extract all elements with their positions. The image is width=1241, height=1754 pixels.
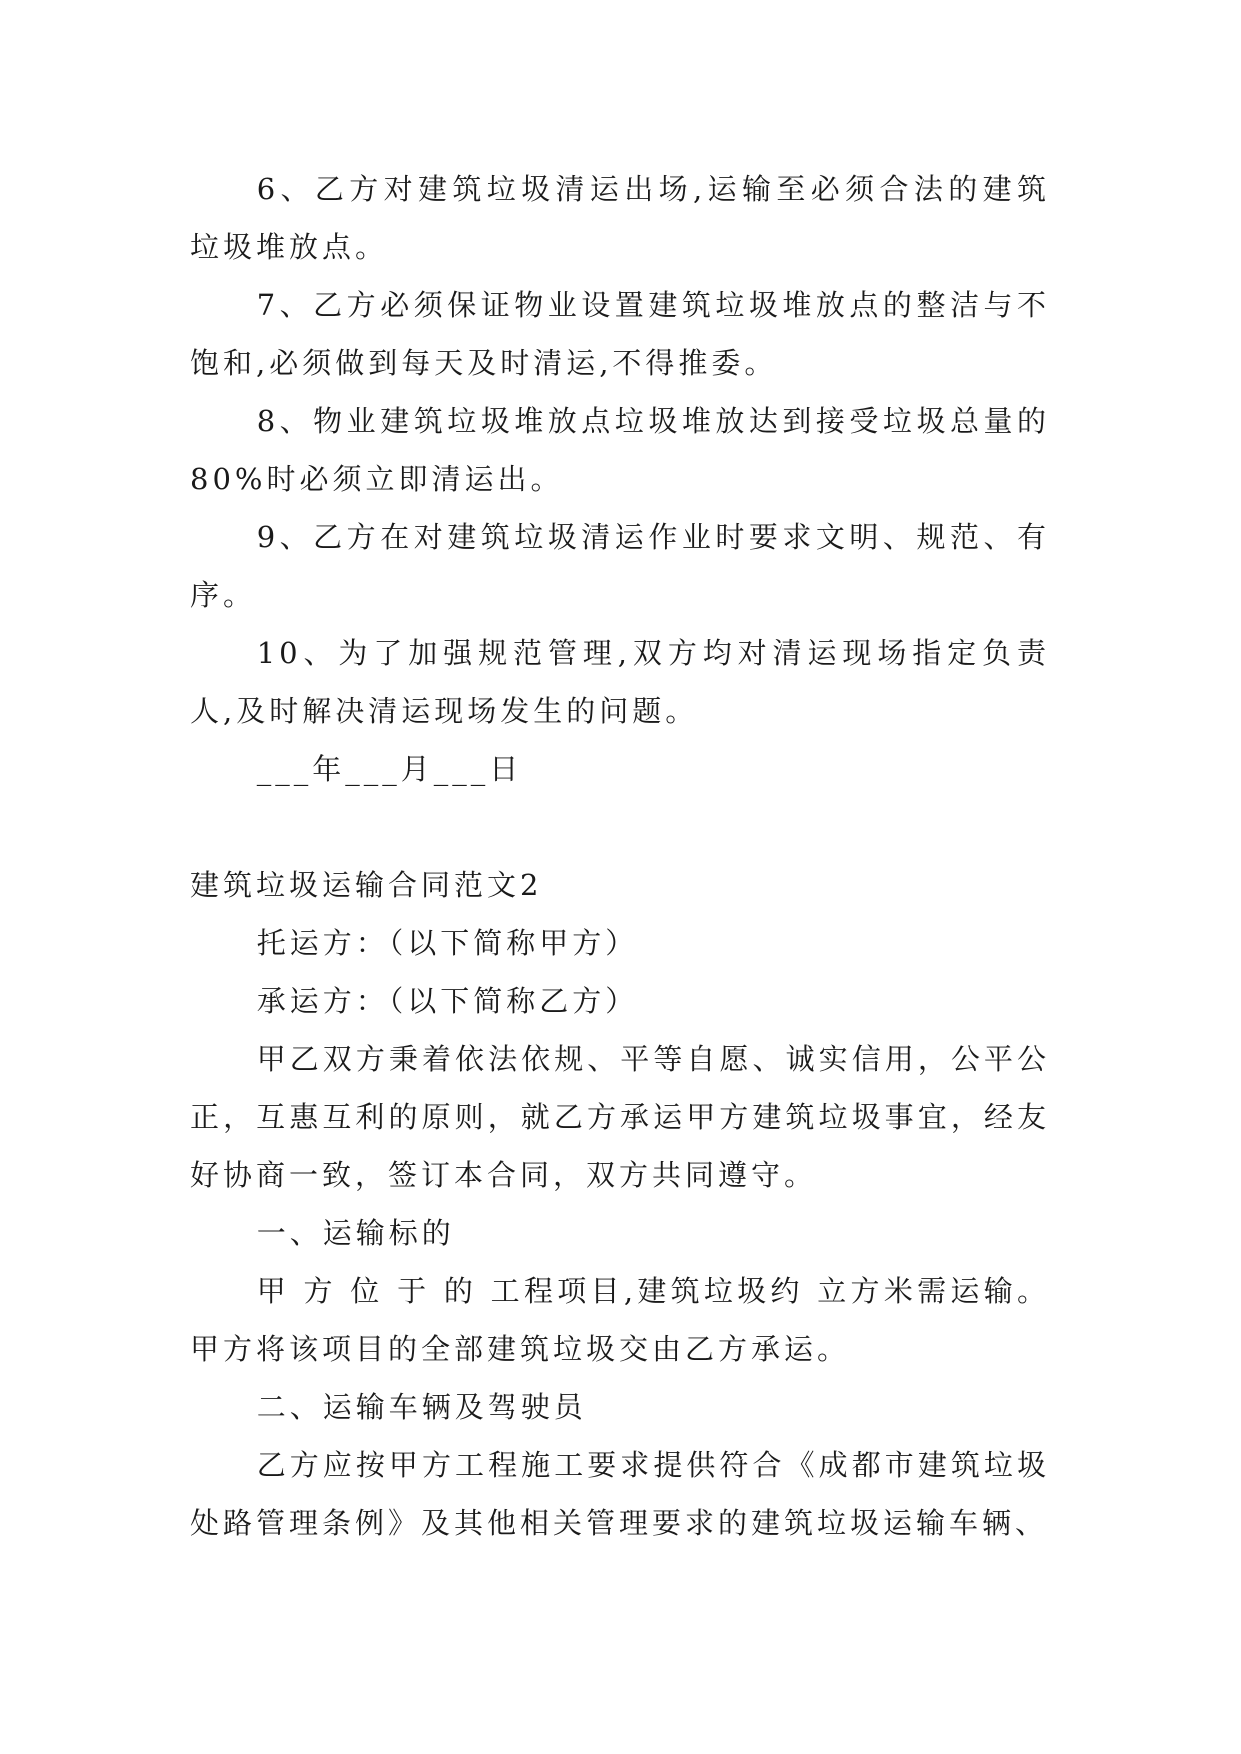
heading-transport-subject: 一、运输标的: [256, 1216, 455, 1250]
heading-vehicles-drivers: 二、运输车辆及驾驶员: [256, 1390, 587, 1424]
shipper-line: 托运方：（以下简称甲方）: [256, 926, 639, 960]
section-gap: [190, 798, 1050, 856]
date-line: ___年___月___日: [256, 752, 523, 786]
clause-6: 6、乙方对建筑垃圾清运出场,运输至必须合法的建筑垃圾堆放点。: [190, 172, 1050, 264]
clause-7: 7、乙方必须保证物业设置建筑垃圾堆放点的整洁与不饱和,必须做到每天及时清运,不得推委。: [190, 288, 1050, 380]
clause-10: 10、为了加强规范管理,双方均对清运现场指定负责人,及时解决清运现场发生的问题。: [190, 636, 1050, 728]
section-title: 建筑垃圾运输合同范文2: [190, 868, 543, 902]
intro-paragraph: 甲乙双方秉着依法依规、平等自愿、诚实信用，公平公正，互惠互利的原则，就乙方承运甲方建筑垃圾事宜，经友好协商一致，签订本合同，双方共同遵守。: [190, 1042, 1050, 1192]
clause-9: 9、乙方在对建筑垃圾清运作业时要求文明、规范、有序。: [190, 520, 1050, 612]
vehicles-drivers-body: 乙方应按甲方工程施工要求提供符合《成都市建筑垃圾处路管理条例》及其他相关管理要求的建筑垃圾运输车辆、: [190, 1448, 1050, 1540]
clause-8: 8、物业建筑垃圾堆放点垃圾堆放达到接受垃圾总量的80%时必须立即清运出。: [190, 404, 1050, 496]
transport-subject-body: 甲 方 位 于 的 工程项目,建筑垃圾约 立方米需运输。甲方将该项目的全部建筑垃圾交由乙方承运。: [190, 1274, 1050, 1366]
carrier-line: 承运方：（以下简称乙方）: [256, 984, 639, 1018]
document-body: [190, 160, 1050, 1552]
